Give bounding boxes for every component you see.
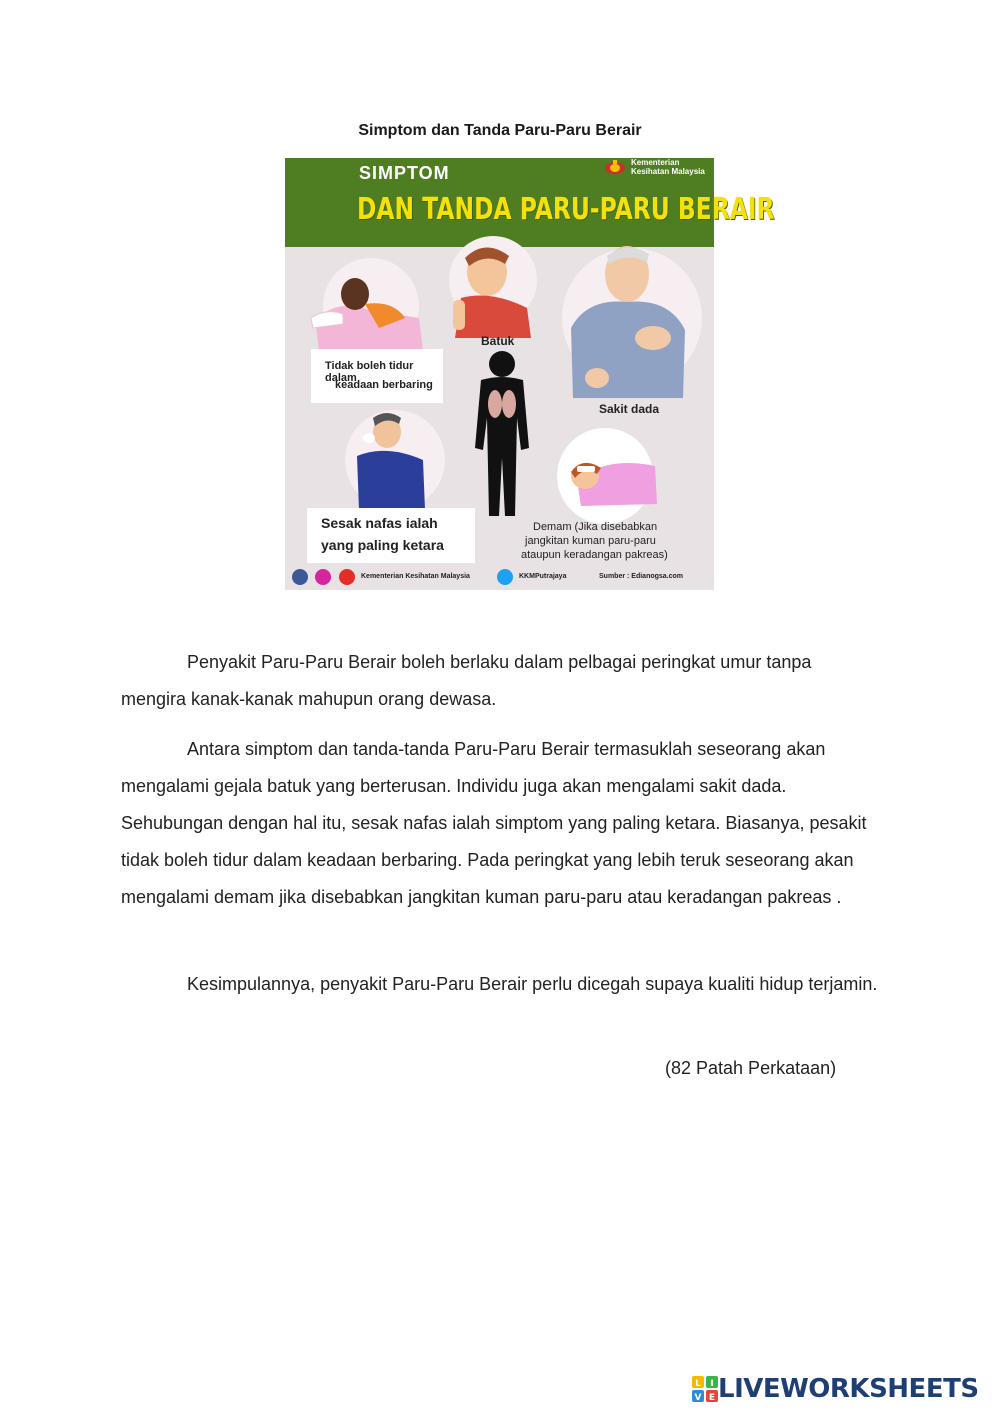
logo-letter-l: L xyxy=(695,1379,701,1389)
poster-title-line1: SIMPTOM xyxy=(359,163,450,183)
liveworksheets-brand[interactable] xyxy=(692,1373,979,1405)
logo-letter-v: V xyxy=(694,1393,702,1403)
paragraph-1: Penyakit Paru-Paru Berair boleh berlaku dalam pelbagai peringkat umur tanpa mengira kanak-kanak mahupun orang dewasa. xyxy=(121,652,812,709)
ministry-crest-icon xyxy=(603,159,627,175)
label-sesak-line2: yang paling ketara xyxy=(321,537,444,553)
liveworksheets-wordmark: LIVEWORKSHEETS xyxy=(718,1374,979,1404)
breathless-man-illustration xyxy=(333,408,458,510)
instagram-icon xyxy=(315,569,331,585)
liveworksheets-logo-icon xyxy=(692,1376,718,1402)
youtube-icon xyxy=(339,569,355,585)
paragraph-2: Antara simptom dan tanda-tanda Paru-Paru Berair termasuklah seseorang akan mengalami gejala batuk yang berterusan. Individu juga akan mengalami sakit dada. Sehubungan dengan hal itu, sesak nafas ialah simptom yang paling ketara. Biasanya, pesakit tidak boleh tidur dalam keadaan berbaring. Pada peringkat yang lebih teruk seseorang akan mengalami demam jika disebabkan jangkitan kuman paru-paru atau keradangan pakreas . xyxy=(121,739,867,907)
label-box-tidur xyxy=(311,349,443,403)
label-batuk: Batuk xyxy=(481,334,515,348)
footer-source: Sumber : Edianogsa.com xyxy=(599,573,684,580)
twitter-icon xyxy=(497,569,513,585)
label-demam-line3: ataupun keradangan pakreas) xyxy=(521,549,668,561)
poster-ministry xyxy=(631,158,705,176)
label-demam-line2: jangkitan kuman paru-paru xyxy=(525,535,656,547)
sleeping-child-illustration xyxy=(309,258,429,354)
page-caption: Simptom dan Tanda Paru-Paru Berair xyxy=(358,122,642,139)
label-demam xyxy=(521,520,668,562)
logo-letter-e: E xyxy=(708,1393,716,1403)
chest-pain-man-illustration xyxy=(557,238,707,408)
label-demam-line1: Demam (Jika disebabkan xyxy=(533,521,658,533)
logo-letter-i: I xyxy=(710,1379,714,1389)
label-box-sesak xyxy=(307,508,475,563)
footer-ministry: Kementerian Kesihatan Malaysia xyxy=(361,573,470,580)
label-sesak-line1: Sesak nafas ialah xyxy=(321,515,438,531)
fever-girl-illustration xyxy=(547,426,667,524)
poster-title-line2: DAN TANDA PARU-PARU BERAIR xyxy=(357,192,775,227)
label-tidur-line2: keadaan berbaring xyxy=(335,379,433,391)
word-count: (82 Patah Perkataan) xyxy=(665,1058,837,1078)
paragraph-3: Kesimpulannya, penyakit Paru-Paru Berair perlu dicegah supaya kualiti hidup terjamin. xyxy=(187,974,878,994)
label-sakit-dada: Sakit dada xyxy=(599,402,660,416)
poster-footer xyxy=(285,564,714,590)
ministry-line2: Kesihatan Malaysia xyxy=(631,167,705,176)
facebook-icon xyxy=(292,569,308,585)
poster-header xyxy=(285,158,775,247)
ministry-line1: Kementerian xyxy=(631,158,680,167)
symptoms-poster xyxy=(285,158,775,590)
human-silhouette-lungs-illustration xyxy=(471,348,533,518)
label-tidur-line1: Tidak boleh tidur dalam xyxy=(325,360,414,384)
coughing-man-illustration xyxy=(435,238,550,338)
footer-twitter: KKMPutrajaya xyxy=(519,573,567,580)
